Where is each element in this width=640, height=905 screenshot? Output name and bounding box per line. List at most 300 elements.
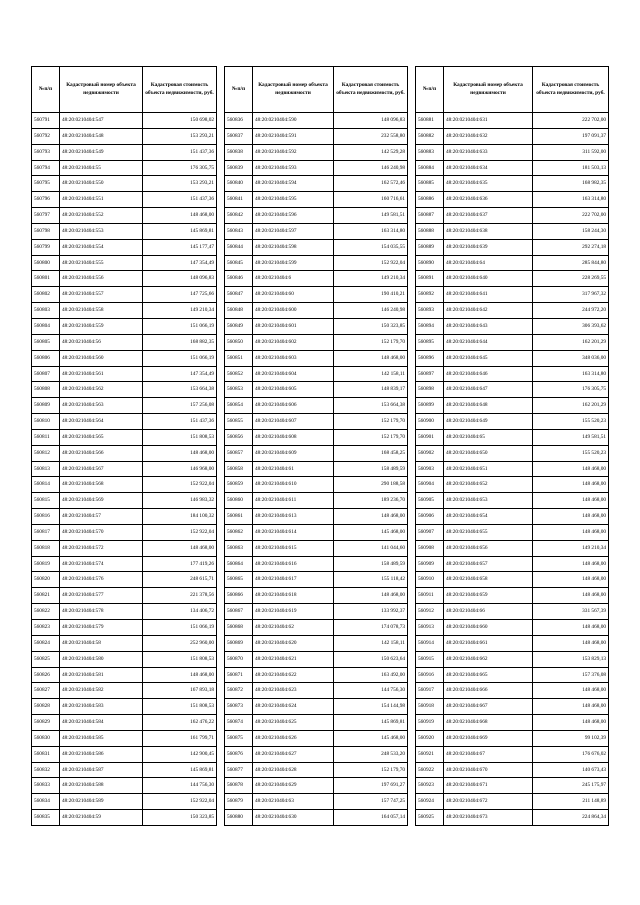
cadastral-value: 285 844,80 xyxy=(533,255,609,271)
cadastral-number: 48:20:0210404:646 xyxy=(444,366,533,382)
cadastral-number: 48:20:0210404:55 xyxy=(60,160,143,176)
table-row xyxy=(32,160,217,176)
row-number: 560791 xyxy=(32,113,60,129)
table-row xyxy=(32,287,217,303)
row-number: 560882 xyxy=(416,128,444,144)
table-row xyxy=(416,350,609,366)
table-row xyxy=(32,699,217,715)
cadastral-value: 151 066,19 xyxy=(143,350,217,366)
table-row xyxy=(225,255,408,271)
table-row xyxy=(416,208,609,224)
row-number: 560806 xyxy=(32,350,60,366)
cadastral-number: 48:20:0210404:59 xyxy=(60,810,143,826)
cadastral-number: 48:20:0210404:659 xyxy=(444,588,533,604)
table-row xyxy=(416,445,609,461)
cadastral-number: 48:20:0210404:550 xyxy=(60,176,143,192)
table-row xyxy=(32,398,217,414)
row-number: 560815 xyxy=(32,493,60,509)
cadastral-number: 48:20:0210404:66 xyxy=(444,604,533,620)
table-row xyxy=(416,176,609,192)
table-row xyxy=(32,493,217,509)
row-number: 560810 xyxy=(32,414,60,430)
cadastral-number: 48:20:0210404:623 xyxy=(253,683,334,699)
cadastral-value: 151 066,19 xyxy=(143,318,217,334)
row-number: 560919 xyxy=(416,715,444,731)
cadastral-value: 290 188,58 xyxy=(334,477,408,493)
table-row xyxy=(416,239,609,255)
cadastral-value: 151 808,53 xyxy=(143,429,217,445)
cadastral-number: 48:20:0210404:624 xyxy=(253,699,334,715)
table-row xyxy=(416,223,609,239)
row-number: 560899 xyxy=(416,398,444,414)
cadastral-value: 158 244,30 xyxy=(533,223,609,239)
table-row xyxy=(416,730,609,746)
row-number: 560877 xyxy=(225,762,253,778)
table-row xyxy=(225,445,408,461)
row-number: 560821 xyxy=(32,588,60,604)
table-row xyxy=(225,208,408,224)
cadastral-value: 176 305,75 xyxy=(143,160,217,176)
cadastral-number: 48:20:0210404:649 xyxy=(444,414,533,430)
table-row xyxy=(416,572,609,588)
row-number: 560907 xyxy=(416,524,444,540)
row-number: 560799 xyxy=(32,239,60,255)
cadastral-number: 48:20:0210404:613 xyxy=(253,509,334,525)
cadastral-number: 48:20:0210404:548 xyxy=(60,128,143,144)
row-number: 560910 xyxy=(416,572,444,588)
cadastral-value: 142 158,11 xyxy=(334,635,408,651)
row-number: 560846 xyxy=(225,271,253,287)
cadastral-value: 189 236,70 xyxy=(334,493,408,509)
cadastral-number: 48:20:0210404:551 xyxy=(60,192,143,208)
row-number: 560863 xyxy=(225,540,253,556)
cadastral-number: 48:20:0210404:665 xyxy=(444,667,533,683)
cadastral-number: 48:20:0210404:572 xyxy=(60,540,143,556)
cadastral-number: 48:20:0210404:658 xyxy=(444,572,533,588)
cadastral-value: 184 100,32 xyxy=(143,509,217,525)
row-number: 560834 xyxy=(32,794,60,810)
table-row xyxy=(416,493,609,509)
cadastral-value: 148 468,00 xyxy=(533,477,609,493)
cadastral-number: 48:20:0210404:638 xyxy=(444,223,533,239)
cadastral-value: 146 983,32 xyxy=(143,493,217,509)
cadastral-value: 148 468,00 xyxy=(143,667,217,683)
table-row xyxy=(32,477,217,493)
table-row xyxy=(32,667,217,683)
row-number: 560897 xyxy=(416,366,444,382)
row-number: 560871 xyxy=(225,667,253,683)
cadastral-value: 133 992,37 xyxy=(334,604,408,620)
cadastral-number: 48:20:0210404:597 xyxy=(253,223,334,239)
row-number: 560839 xyxy=(225,160,253,176)
cadastral-value: 144 756,30 xyxy=(334,683,408,699)
cadastral-value: 148 096,83 xyxy=(334,113,408,129)
table-row xyxy=(225,588,408,604)
row-number: 560872 xyxy=(225,683,253,699)
row-number: 560836 xyxy=(225,113,253,129)
row-number: 560829 xyxy=(32,715,60,731)
cadastral-value: 152 179,70 xyxy=(334,429,408,445)
cadastral-value: 167 893,18 xyxy=(143,683,217,699)
cadastral-value: 197 091,37 xyxy=(533,128,609,144)
cadastral-value: 149 581,51 xyxy=(533,429,609,445)
cadastral-number: 48:20:0210404:619 xyxy=(253,604,334,620)
cadastral-number: 48:20:0210404:600 xyxy=(253,303,334,319)
cadastral-number: 48:20:0210404:609 xyxy=(253,445,334,461)
cadastral-number: 48:20:0210404:60 xyxy=(253,287,334,303)
cadastral-value: 145 468,00 xyxy=(334,730,408,746)
row-number: 560914 xyxy=(416,635,444,651)
cadastral-value: 141 044,60 xyxy=(334,540,408,556)
cadastral-value: 168 458,25 xyxy=(334,445,408,461)
cadastral-value: 146 240,98 xyxy=(334,160,408,176)
cadastral-number: 48:20:0210404:554 xyxy=(60,239,143,255)
table-row xyxy=(32,810,217,826)
table-row xyxy=(225,334,408,350)
row-number: 560920 xyxy=(416,730,444,746)
row-number: 560866 xyxy=(225,588,253,604)
row-number: 560913 xyxy=(416,620,444,636)
cadastral-number: 48:20:0210404:556 xyxy=(60,271,143,287)
cadastral-number: 48:20:0210404:56 xyxy=(60,334,143,350)
table-row xyxy=(416,762,609,778)
header-num: №п/п xyxy=(416,67,444,113)
row-number: 560823 xyxy=(32,620,60,636)
row-number: 560861 xyxy=(225,509,253,525)
table-row xyxy=(225,429,408,445)
row-number: 560858 xyxy=(225,461,253,477)
cadastral-number: 48:20:0210404:625 xyxy=(253,715,334,731)
table-row xyxy=(225,303,408,319)
cadastral-value: 144 756,30 xyxy=(143,778,217,794)
table-row xyxy=(416,715,609,731)
table-row xyxy=(416,366,609,382)
cadastral-number: 48:20:0210404:630 xyxy=(253,810,334,826)
row-number: 560793 xyxy=(32,144,60,160)
cadastral-value: 228 269,55 xyxy=(533,271,609,287)
row-number: 560918 xyxy=(416,699,444,715)
table-row xyxy=(225,128,408,144)
cadastral-value: 154 035,55 xyxy=(334,239,408,255)
cadastral-value: 181 503,13 xyxy=(533,160,609,176)
table-row xyxy=(225,810,408,826)
table-row xyxy=(32,303,217,319)
table-row xyxy=(225,699,408,715)
row-number: 560860 xyxy=(225,493,253,509)
table-row xyxy=(416,651,609,667)
table-row xyxy=(416,287,609,303)
row-number: 560824 xyxy=(32,635,60,651)
table-row xyxy=(225,556,408,572)
cadastral-value: 157 747,25 xyxy=(334,794,408,810)
cadastral-value: 148 468,00 xyxy=(533,588,609,604)
cadastral-number: 48:20:0210404:650 xyxy=(444,445,533,461)
cadastral-value: 145 177,47 xyxy=(143,239,217,255)
cadastral-value: 152 922,04 xyxy=(334,255,408,271)
row-number: 560797 xyxy=(32,208,60,224)
row-number: 560889 xyxy=(416,239,444,255)
cadastral-number: 48:20:0210404:668 xyxy=(444,715,533,731)
cadastral-value: 151 437,36 xyxy=(143,192,217,208)
table-row xyxy=(225,350,408,366)
cadastral-value: 197 691,27 xyxy=(334,778,408,794)
cadastral-number: 48:20:0210404:639 xyxy=(444,239,533,255)
row-number: 560794 xyxy=(32,160,60,176)
table-row xyxy=(225,651,408,667)
cadastral-number: 48:20:0210404:64 xyxy=(444,255,533,271)
table-row xyxy=(32,715,217,731)
row-number: 560876 xyxy=(225,746,253,762)
cadastral-value: 145 869,81 xyxy=(334,715,408,731)
cadastral-number: 48:20:0210404:610 xyxy=(253,477,334,493)
row-number: 560803 xyxy=(32,303,60,319)
cadastral-value: 146 968,00 xyxy=(143,461,217,477)
row-number: 560847 xyxy=(225,287,253,303)
table-row xyxy=(416,620,609,636)
table-row xyxy=(416,113,609,129)
cadastral-value: 151 066,19 xyxy=(143,620,217,636)
cadastral-value: 148 468,00 xyxy=(533,699,609,715)
header-cadastral-value: Кадастровая стоимость объекта недвижимости, руб. xyxy=(143,67,217,113)
cadastral-number: 48:20:0210404:587 xyxy=(60,762,143,778)
cadastral-number: 48:20:0210404:561 xyxy=(60,366,143,382)
cadastral-value: 148 468,00 xyxy=(334,350,408,366)
cadastral-number: 48:20:0210404:593 xyxy=(253,160,334,176)
cadastral-number: 48:20:0210404:606 xyxy=(253,398,334,414)
table-row xyxy=(32,540,217,556)
table-row xyxy=(225,287,408,303)
cadastral-number: 48:20:0210404:584 xyxy=(60,715,143,731)
row-number: 560852 xyxy=(225,366,253,382)
table-row xyxy=(225,366,408,382)
cadastral-value: 153 293,21 xyxy=(143,128,217,144)
table-row xyxy=(225,509,408,525)
cadastral-number: 48:20:0210404:614 xyxy=(253,524,334,540)
cadastral-number: 48:20:0210404:57 xyxy=(60,509,143,525)
row-number: 560853 xyxy=(225,382,253,398)
cadastral-number: 48:20:0210404:601 xyxy=(253,318,334,334)
cadastral-value: 148 468,00 xyxy=(533,556,609,572)
cadastral-value: 157 256,08 xyxy=(143,398,217,414)
cadastral-number: 48:20:0210404:588 xyxy=(60,778,143,794)
cadastral-number: 48:20:0210404:631 xyxy=(444,113,533,129)
cadastral-value: 174 078,73 xyxy=(334,620,408,636)
table-row xyxy=(32,794,217,810)
cadastral-value: 164 057,14 xyxy=(334,810,408,826)
cadastral-value: 147 354,49 xyxy=(143,366,217,382)
table-row xyxy=(416,604,609,620)
cadastral-value: 176 305,75 xyxy=(533,382,609,398)
cadastral-value: 252 960,00 xyxy=(143,635,217,651)
cadastral-value: 149 210,34 xyxy=(143,303,217,319)
table-row xyxy=(32,604,217,620)
row-number: 560832 xyxy=(32,762,60,778)
row-number: 560819 xyxy=(32,556,60,572)
cadastral-number: 48:20:0210404:647 xyxy=(444,382,533,398)
table-row xyxy=(225,160,408,176)
row-number: 560879 xyxy=(225,794,253,810)
cadastral-number: 48:20:0210404:616 xyxy=(253,556,334,572)
cadastral-value: 221 378,56 xyxy=(143,588,217,604)
table-row xyxy=(225,477,408,493)
table-row xyxy=(32,366,217,382)
table-row xyxy=(32,746,217,762)
cadastral-number: 48:20:0210404:626 xyxy=(253,730,334,746)
cadastral-value: 248 615,71 xyxy=(143,572,217,588)
cadastral-value: 148 468,00 xyxy=(533,493,609,509)
cadastral-number: 48:20:0210404:570 xyxy=(60,524,143,540)
table-row xyxy=(32,255,217,271)
header-cadastral-number: Кадастровый номер объекта недвижимости xyxy=(444,67,533,113)
cadastral-number: 48:20:0210404:662 xyxy=(444,651,533,667)
cadastral-number: 48:20:0210404:562 xyxy=(60,382,143,398)
cadastral-number: 48:20:0210404:661 xyxy=(444,635,533,651)
cadastral-value: 168 982,35 xyxy=(533,176,609,192)
cadastral-number: 48:20:0210404:629 xyxy=(253,778,334,794)
row-number: 560924 xyxy=(416,794,444,810)
cadastral-value: 153 664,38 xyxy=(334,398,408,414)
row-number: 560851 xyxy=(225,350,253,366)
cadastral-value: 148 468,00 xyxy=(533,635,609,651)
row-number: 560906 xyxy=(416,509,444,525)
table-row xyxy=(225,762,408,778)
table-row xyxy=(416,667,609,683)
cadastral-value: 153 664,38 xyxy=(143,382,217,398)
cadastral-number: 48:20:0210404:636 xyxy=(444,192,533,208)
table-row xyxy=(32,113,217,129)
cadastral-value: 152 179,70 xyxy=(334,762,408,778)
row-number: 560902 xyxy=(416,445,444,461)
cadastral-value: 148 468,00 xyxy=(143,540,217,556)
row-number: 560900 xyxy=(416,414,444,430)
cadastral-number: 48:20:0210404:628 xyxy=(253,762,334,778)
cadastral-number: 48:20:0210404:564 xyxy=(60,414,143,430)
cadastral-number: 48:20:0210404:598 xyxy=(253,239,334,255)
cadastre-table-1 xyxy=(31,66,217,826)
cadastral-number: 48:20:0210404:657 xyxy=(444,556,533,572)
table-row xyxy=(32,509,217,525)
row-number: 560826 xyxy=(32,667,60,683)
table-row xyxy=(416,414,609,430)
cadastral-number: 48:20:0210404:622 xyxy=(253,667,334,683)
table-row xyxy=(32,239,217,255)
cadastral-value: 145 468,00 xyxy=(334,524,408,540)
row-number: 560804 xyxy=(32,318,60,334)
cadastral-number: 48:20:0210404:63 xyxy=(253,794,334,810)
cadastral-number: 48:20:0210404:549 xyxy=(60,144,143,160)
row-number: 560812 xyxy=(32,445,60,461)
cadastral-value: 146 240,98 xyxy=(334,303,408,319)
row-number: 560830 xyxy=(32,730,60,746)
table-row xyxy=(32,572,217,588)
cadastral-number: 48:20:0210404:618 xyxy=(253,588,334,604)
cadastral-value: 157 376,08 xyxy=(533,667,609,683)
table-row xyxy=(32,651,217,667)
cadastral-value: 149 581,51 xyxy=(334,208,408,224)
cadastral-number: 48:20:0210404:574 xyxy=(60,556,143,572)
cadastral-number: 48:20:0210404:594 xyxy=(253,176,334,192)
cadastral-value: 150 323,85 xyxy=(334,318,408,334)
table-row xyxy=(416,778,609,794)
table-row xyxy=(416,699,609,715)
table-row xyxy=(32,223,217,239)
row-number: 560800 xyxy=(32,255,60,271)
cadastral-number: 48:20:0210404:585 xyxy=(60,730,143,746)
cadastral-number: 48:20:0210404:583 xyxy=(60,699,143,715)
cadastral-value: 148 096,83 xyxy=(143,271,217,287)
cadastral-value: 244 972,20 xyxy=(533,303,609,319)
table-row xyxy=(32,429,217,445)
table-row xyxy=(32,144,217,160)
table-row xyxy=(225,382,408,398)
cadastral-value: 149 210,34 xyxy=(533,540,609,556)
cadastral-value: 142 529,28 xyxy=(334,144,408,160)
row-number: 560850 xyxy=(225,334,253,350)
cadastre-table-2 xyxy=(224,66,408,826)
cadastral-value: 162 572,46 xyxy=(334,176,408,192)
table-row xyxy=(32,208,217,224)
table-row xyxy=(416,794,609,810)
row-number: 560856 xyxy=(225,429,253,445)
cadastral-value: 168 882,35 xyxy=(143,334,217,350)
row-number: 560915 xyxy=(416,651,444,667)
cadastral-number: 48:20:0210404:673 xyxy=(444,810,533,826)
cadastral-number: 48:20:0210404:559 xyxy=(60,318,143,334)
cadastral-number: 48:20:0210404:672 xyxy=(444,794,533,810)
table-row xyxy=(225,239,408,255)
cadastral-value: 176 676,02 xyxy=(533,746,609,762)
cadastral-value: 154 144,98 xyxy=(334,699,408,715)
cadastral-number: 48:20:0210404:645 xyxy=(444,350,533,366)
row-number: 560883 xyxy=(416,144,444,160)
cadastral-number: 48:20:0210404:666 xyxy=(444,683,533,699)
cadastral-value: 145 869,81 xyxy=(143,223,217,239)
row-number: 560854 xyxy=(225,398,253,414)
row-number: 560816 xyxy=(32,509,60,525)
cadastral-value: 151 437,36 xyxy=(143,144,217,160)
cadastral-number: 48:20:0210404:576 xyxy=(60,572,143,588)
cadastral-number: 48:20:0210404:580 xyxy=(60,651,143,667)
cadastral-number: 48:20:0210404:569 xyxy=(60,493,143,509)
cadastral-value: 99 102,39 xyxy=(533,730,609,746)
row-number: 560867 xyxy=(225,604,253,620)
cadastral-number: 48:20:0210404:627 xyxy=(253,746,334,762)
table-row xyxy=(225,715,408,731)
row-number: 560886 xyxy=(416,192,444,208)
table-row xyxy=(32,635,217,651)
cadastral-number: 48:20:0210404:552 xyxy=(60,208,143,224)
cadastral-number: 48:20:0210404:634 xyxy=(444,160,533,176)
cadastral-number: 48:20:0210404:604 xyxy=(253,366,334,382)
cadastral-number: 48:20:0210404:560 xyxy=(60,350,143,366)
row-number: 560874 xyxy=(225,715,253,731)
cadastral-number: 48:20:0210404:599 xyxy=(253,255,334,271)
row-number: 560849 xyxy=(225,318,253,334)
table-row xyxy=(416,398,609,414)
cadastral-value: 151 808,53 xyxy=(143,699,217,715)
row-number: 560817 xyxy=(32,524,60,540)
cadastral-value: 311 592,00 xyxy=(533,144,609,160)
header-cadastral-number: Кадастровый номер объекта недвижимости xyxy=(253,67,334,113)
row-number: 560859 xyxy=(225,477,253,493)
cadastral-number: 48:20:0210404:644 xyxy=(444,334,533,350)
row-number: 560833 xyxy=(32,778,60,794)
cadastral-number: 48:20:0210404:558 xyxy=(60,303,143,319)
cadastral-value: 140 673,43 xyxy=(533,762,609,778)
row-number: 560855 xyxy=(225,414,253,430)
cadastral-value: 148 468,00 xyxy=(533,572,609,588)
row-number: 560835 xyxy=(32,810,60,826)
